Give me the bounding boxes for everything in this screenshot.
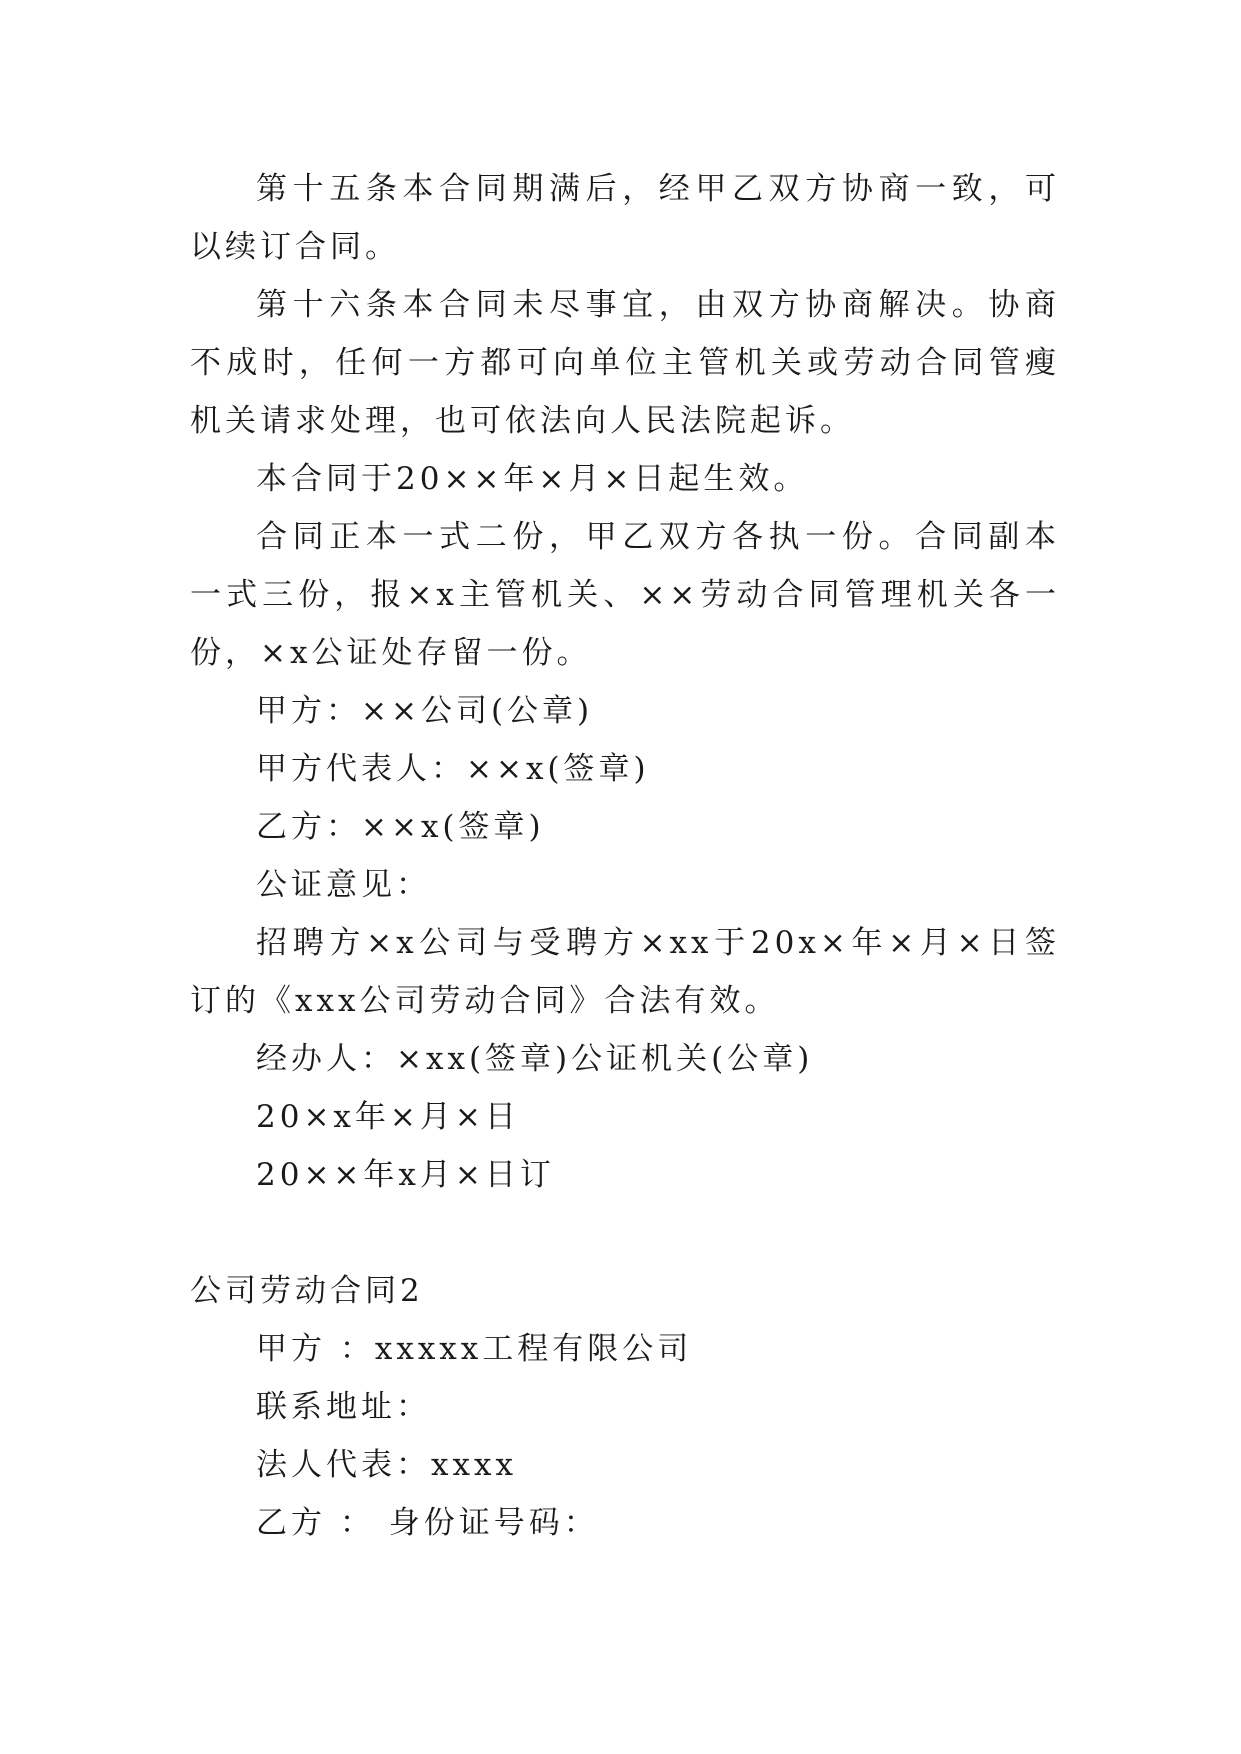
section-2-party-a: 甲方 ：xxxxx工程有限公司 <box>256 1331 693 1367</box>
section-2-legal-representative: 法人代表：xxxx <box>256 1447 517 1483</box>
section-2-address: 联系地址： <box>256 1389 431 1425</box>
date-line-1: 20×x年×月×日 <box>256 1099 520 1135</box>
party-a-line: 甲方：××公司(公章) <box>256 693 594 729</box>
date-line-2: 20××年x月×日订 <box>256 1157 555 1193</box>
notary-opinion-text: 招聘方×x公司与受聘方×xx于20x×年×月×日签订的《xxx公司劳动合同》合法有效。 <box>190 925 1060 1019</box>
effective-date-clause: 本合同于20××年×月×日起生效。 <box>256 461 809 497</box>
handler-line: 经办人：×xx(签章)公证机关(公章) <box>256 1041 814 1077</box>
party-b-line: 乙方：××x(签章) <box>256 809 545 845</box>
section-2-title: 公司劳动合同2 <box>190 1273 424 1309</box>
notary-opinion-label: 公证意见： <box>256 867 431 903</box>
copies-clause: 合同正本一式二份，甲乙双方各执一份。合同副本一式三份，报×x主管机关、××劳动合同管理机关各一份，×x公证处存留一份。 <box>190 519 1060 671</box>
document-body <box>190 160 1060 1552</box>
article-16: 第十六条本合同未尽事宜，由双方协商解决。协商不成时，任何一方都可向单位主管机关或劳动合同管瘦机关请求处理，也可依法向人民法院起诉。 <box>190 287 1060 439</box>
party-a-representative-line: 甲方代表人：××x(签章) <box>256 751 650 787</box>
article-15: 第十五条本合同期满后，经甲乙双方协商一致，可以续订合同。 <box>190 171 1060 265</box>
section-2-party-b: 乙方 ： 身份证号码： <box>256 1505 599 1541</box>
